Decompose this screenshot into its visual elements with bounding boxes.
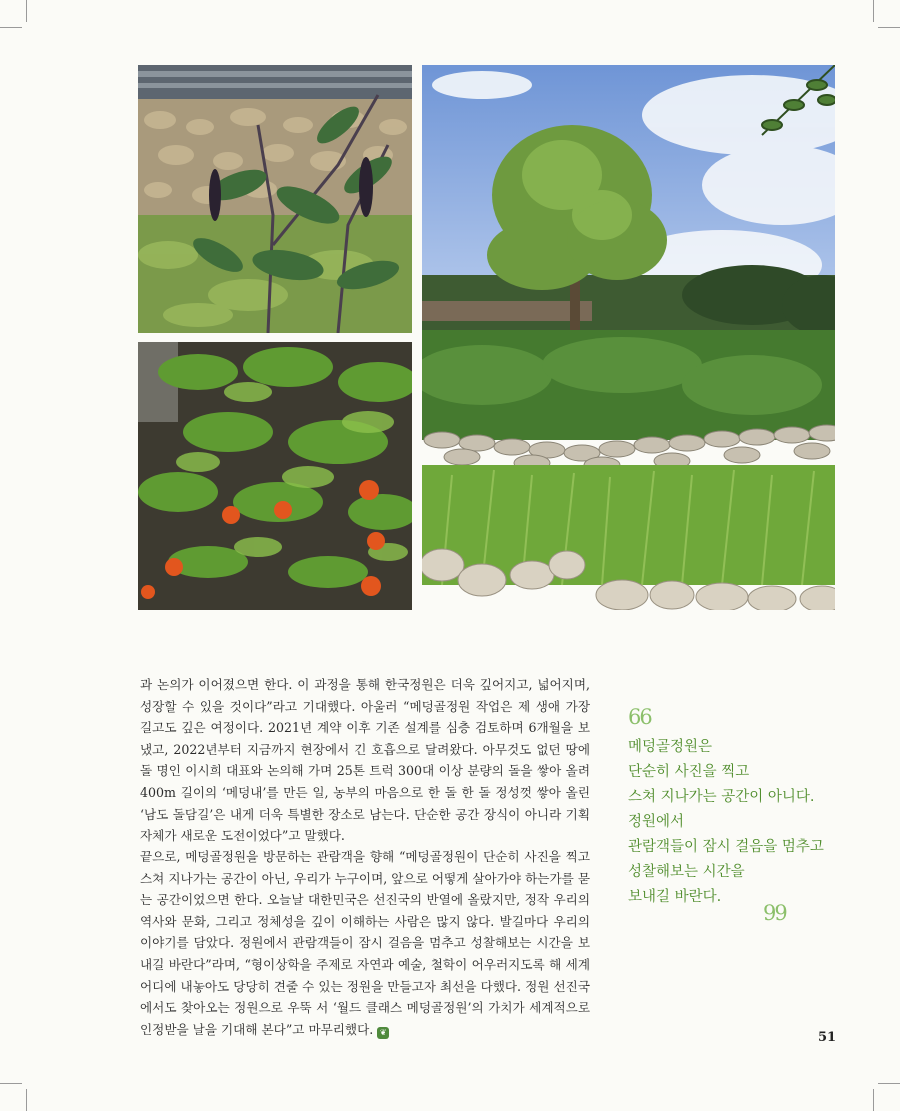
pull-quote-line: 보내길 바란다. [628, 889, 722, 905]
rice-paddy-tree-photo [422, 65, 835, 610]
quote-close-mark: 99 [763, 901, 786, 925]
lantern-plant-photo [138, 342, 412, 610]
paragraph-text-content: 끝으로, 메덩골정원을 방문하는 관람객을 향해 “메덩골정원이 단순히 사진을 찍고 스쳐 지나가는 공간이 아닌, 우리가 누구이며, 앞으로 어떻게 살아가야 하는가를 묻는 공간이었으면 한다. 오늘날 대한민국은 선진국의 반열에 올랐지만, 정작 우리의 역사와 문화, 그리고 정체성을 깊이 이해하는 사람은 많지 않다. 발길마다 우리의 이야기를 담았다. 정원에서 관람객들이 잠시 걸음을 멈추고 성찰해보는 시간을 보내길 바란다”라며, “형이상학을 주제로 자연과 예술, 철학이 어우러지도록 해 세계 어디에 내놓아도 당당히 견줄 수 있는 정원을 만들고자 최선을 다했다. 정원 선진국에서도 찾아오는 정원으로 우뚝 서 ‘월드 클래스 메덩골정원’의 가치가 세계적으로 인정받을 날을 기대해 본다”고 마무리했다. [140, 849, 590, 1037]
crop-mark [873, 1089, 874, 1111]
crop-mark [0, 1083, 22, 1084]
eggplant-garden-photo [138, 65, 412, 333]
pull-quote-line: 정원에서 [628, 814, 685, 830]
paragraph-text [140, 846, 590, 1040]
pull-quote-line: 단순히 사진을 찍고 [628, 764, 750, 780]
crop-mark [0, 27, 22, 28]
crop-mark [26, 1089, 27, 1111]
pull-quote-line: 스쳐 지나가는 공간이 아니다. [628, 789, 815, 805]
pull-quote-line: 관람객들이 잠시 걸음을 멈추고 [628, 839, 824, 855]
crop-mark [873, 0, 874, 22]
quote-open-mark: 66 [628, 705, 651, 729]
crop-mark [878, 27, 900, 28]
pull-quote-text [628, 735, 848, 910]
crop-mark [878, 1083, 900, 1084]
pull-quote-line: 성찰해보는 시간을 [628, 864, 745, 880]
pull-quote-line: 메덩골정원은 [628, 739, 713, 755]
page-number: 51 [818, 1030, 837, 1045]
body-paragraph [140, 846, 590, 1040]
body-paragraph [140, 674, 590, 847]
crop-mark [26, 0, 27, 22]
leaf-end-icon: ❦ [377, 1027, 389, 1039]
paragraph-text: 과 논의가 이어졌으면 한다. 이 과정을 통해 한국정원은 더욱 깊어지고, 넓어지며, 성장할 수 있을 것이다”라고 기대했다. 아울러 “메덩골정원 작업은 제 생애 가장 길고도 깊은 여정이다. 2021년 계약 이후 기존 설계를 심층 검토하며 6개월을 보냈고, 2022년부터 지금까지 현장에서 긴 호흡으로 달려왔다. 아무것도 없던 땅에 돌 명인 이시희 대표와 논의해 가며 25톤 트럭 300대 이상 분량의 돌을 쌓아 올려 400m 길이의 ‘메덩내’를 만든 일, 농부의 마음으로 한 돌 한 돌 정성껏 쌓아 올린 ‘남도 돌담길’은 내게 더욱 특별한 장소로 남는다. 단순한 공간 장식이 아니라 기획 자체가 새로운 도전이었다”고 말했다. [140, 677, 590, 844]
